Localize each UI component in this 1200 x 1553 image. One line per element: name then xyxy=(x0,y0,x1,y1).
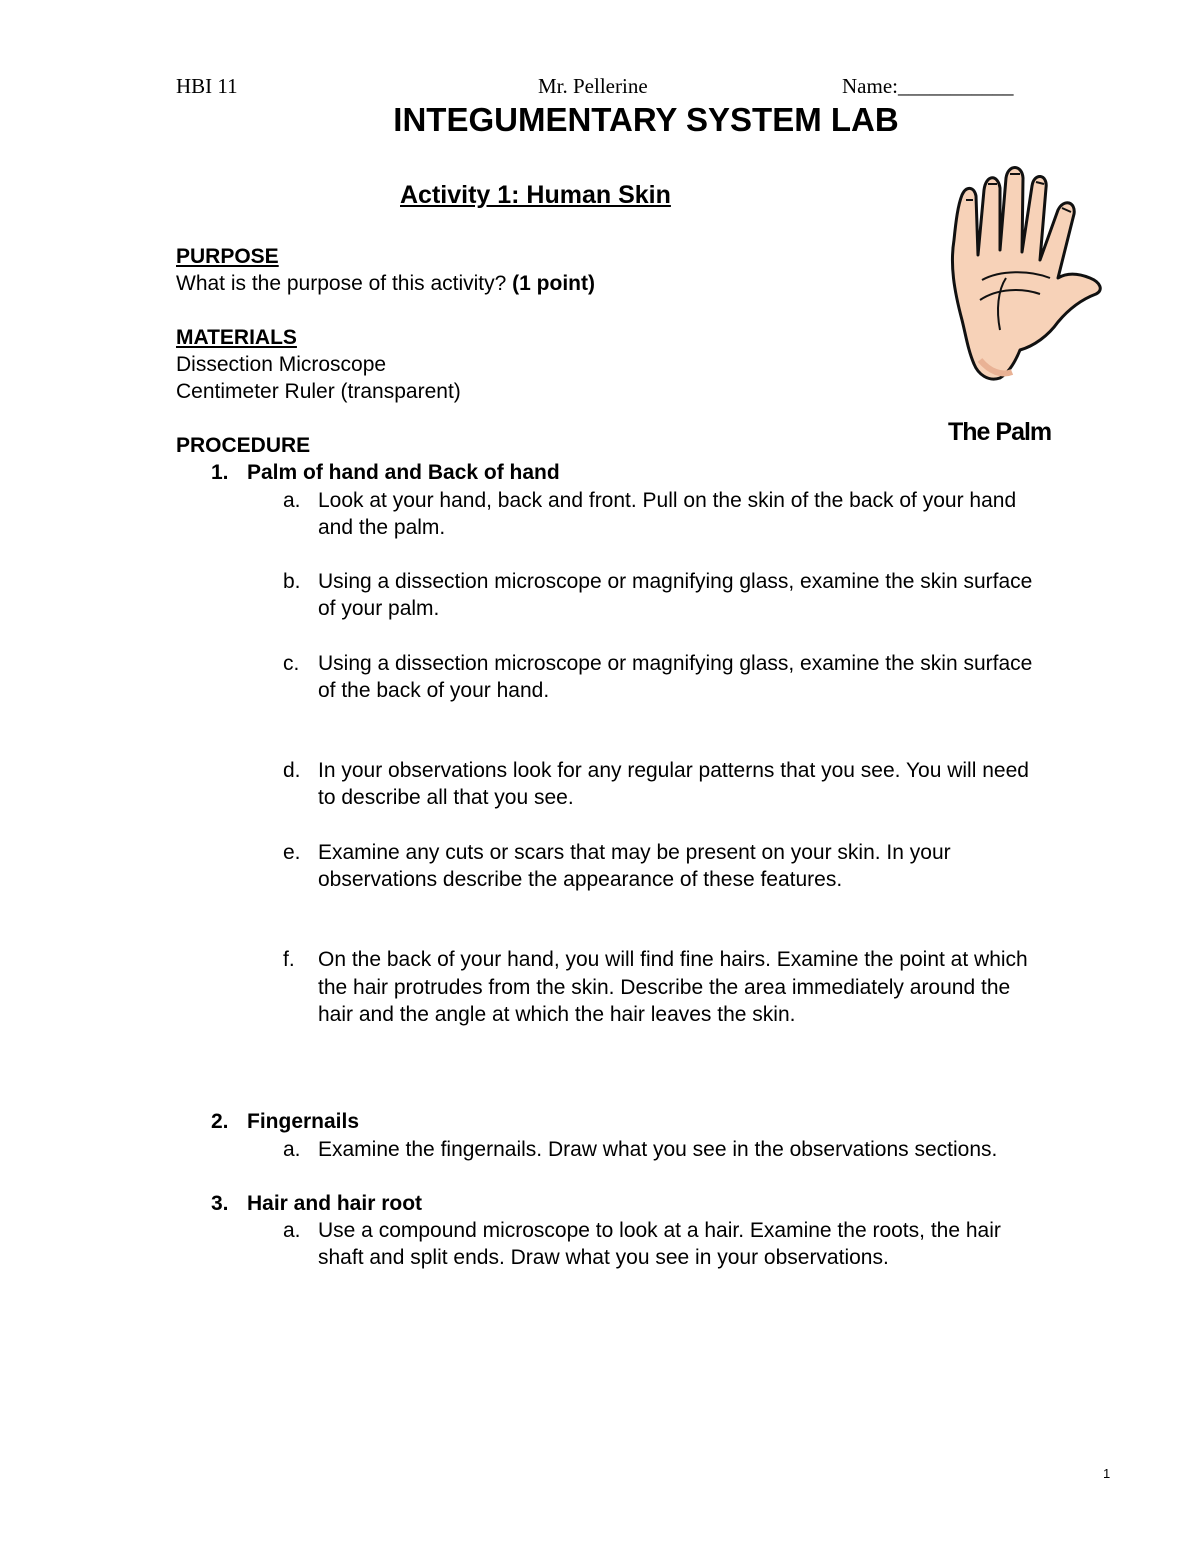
purpose-points: (1 point) xyxy=(512,272,595,295)
material-item: Dissection Microscope xyxy=(176,353,387,376)
substep-text: Using a dissection microscope or magnifying glass, examine the skin surface xyxy=(318,570,1033,593)
substep-text: On the back of your hand, you will find fine hairs. Examine the point at which xyxy=(318,948,1028,971)
purpose-question: What is the purpose of this activity? (1 point) xyxy=(176,272,595,295)
purpose-heading: PURPOSE xyxy=(176,245,279,268)
substep-text: Use a compound microscope to look at a hair. Examine the roots, the hair xyxy=(318,1219,1001,1242)
substep-text: In your observations look for any regular patterns that you see. You will need xyxy=(318,759,1029,782)
course-code: HBI 11 xyxy=(176,74,238,98)
teacher-name: Mr. Pellerine xyxy=(538,74,648,98)
step-title: Fingernails xyxy=(247,1110,360,1133)
substep-text: Examine any cuts or scars that may be present on your skin. In your xyxy=(318,841,951,864)
substep-text: shaft and split ends. Draw what you see in your observations. xyxy=(318,1246,889,1269)
student-name-field[interactable]: Name:___________ xyxy=(842,74,1014,98)
substep-text: to describe all that you see. xyxy=(318,786,574,809)
page-title: INTEGUMENTARY SYSTEM LAB xyxy=(393,101,899,138)
substep-letter: e. xyxy=(283,841,301,864)
substep-letter: c. xyxy=(283,652,300,675)
material-item: Centimeter Ruler (transparent) xyxy=(176,380,461,403)
substep-letter: f. xyxy=(283,948,295,971)
substep-letter: a. xyxy=(283,489,301,512)
substep-letter: b. xyxy=(283,570,301,593)
substep-text: the hair protrudes from the skin. Describe the area immediately around the xyxy=(318,976,1011,999)
step-number: 1. xyxy=(211,461,229,484)
substep-text: of your palm. xyxy=(318,597,440,620)
figure-caption: The Palm xyxy=(948,418,1052,446)
step-number: 3. xyxy=(211,1192,229,1215)
activity-title: Activity 1: Human Skin xyxy=(400,181,671,209)
substep-letter: a. xyxy=(283,1219,301,1242)
substep-letter: a. xyxy=(283,1138,301,1161)
substep-text: and the palm. xyxy=(318,516,446,539)
substep-text: Look at your hand, back and front. Pull on the skin of the back of your hand xyxy=(318,489,1017,512)
step-title: Hair and hair root xyxy=(247,1192,423,1215)
step-number: 2. xyxy=(211,1110,229,1133)
materials-heading: MATERIALS xyxy=(176,326,297,349)
procedure-heading: PROCEDURE xyxy=(176,434,311,457)
substep-text: hair and the angle at which the hair leaves the skin. xyxy=(318,1003,796,1026)
step-title: Palm of hand and Back of hand xyxy=(247,461,560,484)
page-number: 1 xyxy=(1103,1466,1111,1481)
substep-text: Using a dissection microscope or magnifying glass, examine the skin surface xyxy=(318,652,1033,675)
substep-text: observations describe the appearance of these features. xyxy=(318,868,843,891)
substep-letter: d. xyxy=(283,759,301,782)
substep-text: of the back of your hand. xyxy=(318,679,550,702)
substep-text: Examine the fingernails. Draw what you see in the observations sections. xyxy=(318,1138,998,1161)
palm-hand-icon xyxy=(940,160,1110,385)
